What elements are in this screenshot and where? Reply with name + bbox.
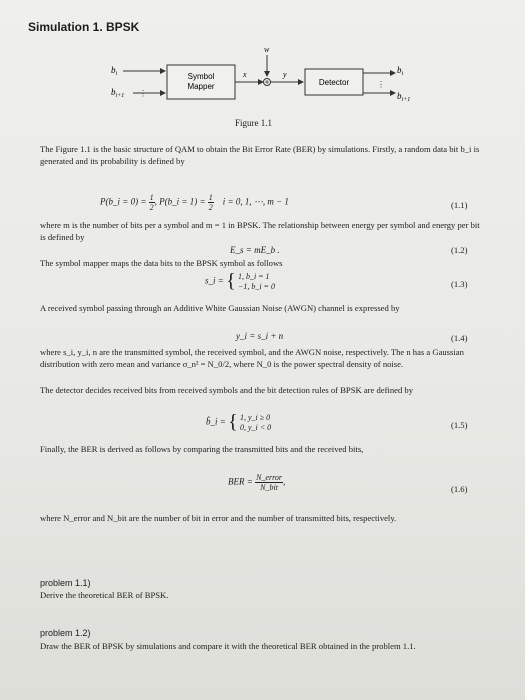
paragraph-ber-definition: where N_error and N_bit are the number of bit in error and the number of transmitted bits, respectively. (40, 513, 397, 523)
equation-1-3: s_i = { 1, b_i = 1 −1, b_i = 0 (205, 270, 275, 292)
problem-1-2 (40, 628, 484, 652)
output-bit-bottom: $b_{i+1}$ (397, 91, 411, 103)
equation-1-1: P(b_i = 0) = $\frac{1}{2}$ , P(b_i = 1) = $\frac{1}{2}$ i = 0, 1, ⋯, m − 1 (100, 193, 289, 212)
equation-1-5: b̂_i = { 1, y_i ≥ 0 0, y_i < 0 (206, 411, 272, 433)
detector-label: Detector (318, 78, 350, 87)
paragraph-intro: The Figure 1.1 is the basic structure of QAM to obtain the Bit Error Rate (BER) by simulations. Firstly, a random data bit b_i is generated and its probability is defined by (40, 144, 480, 166)
paragraph-awgn: A received symbol passing through an Additive White Gaussian Noise (AWGN) channel is expressed by (40, 303, 400, 313)
symbol-mapper-label-1: Symbol (187, 72, 215, 81)
page-title: Simulation 1. BPSK (28, 20, 140, 34)
equation-number-1-6: (1.6) (451, 484, 468, 494)
equation-1-4: y_i = s_i + n (236, 331, 284, 341)
problem-1-2-body: Draw the BER of BPSK by simulations and compare it with the theoretical BER obtained in the problem 1.1. (40, 641, 416, 651)
equation-number-1-3: (1.3) (451, 279, 468, 289)
output-bit-top: $b_i$ (397, 65, 404, 77)
signal-x-label: x (243, 70, 247, 79)
problem-1-1 (40, 578, 168, 600)
paragraph-ber: Finally, the BER is derived as follows by comparing the transmitted bits and the received bits, (40, 444, 364, 454)
figure-caption: Figure 1.1 (235, 118, 272, 128)
equation-1-6: BER = $\frac{\text{N\_error}}{\text{N\_bit}}$ , (228, 473, 286, 492)
equation-number-1-4: (1.4) (451, 333, 468, 343)
equation-number-1-2: (1.2) (451, 245, 468, 255)
input-bit-top: $b_i$ (111, 65, 118, 77)
svg-text:⋮: ⋮ (139, 89, 147, 98)
equation-number-1-5: (1.5) (451, 420, 468, 430)
problem-1-1-body: Derive the theoretical BER of BPSK. (40, 590, 169, 600)
svg-text:⋮: ⋮ (377, 80, 385, 89)
block-diagram (105, 43, 415, 113)
signal-y-label: y (283, 70, 287, 79)
problem-1-1-title: problem 1.1) (40, 578, 91, 588)
symbol-mapper-label-2: Mapper (187, 82, 215, 91)
noise-label: w (264, 45, 270, 54)
paragraph-detector: The detector decides received bits from received symbols and the bit detection rules of BPSK are defined by (40, 385, 413, 395)
paragraph-mapper: The symbol mapper maps the data bits to the BPSK symbol as follows (40, 258, 283, 268)
paragraph-energy: where m is the number of bits per a symbol and m = 1 in BPSK. The relationship between energy per symbol and energy per bit is defined by (40, 220, 480, 242)
input-bit-bottom: $b_{i+1}$ (111, 87, 125, 99)
problem-1-2-title: problem 1.2) (40, 628, 91, 638)
equation-1-2: E_s = mE_b . (230, 245, 280, 255)
paragraph-noise: where s_i, y_i, n are the transmitted symbol, the received symbol, and the AWGN noise, respectively. The n has a Gaussian distribution with zero mean and variance σ_n² = N_0/2, where N_0 is the power spectral density of noise. (40, 347, 464, 369)
equation-number-1-1: (1.1) (451, 200, 468, 210)
